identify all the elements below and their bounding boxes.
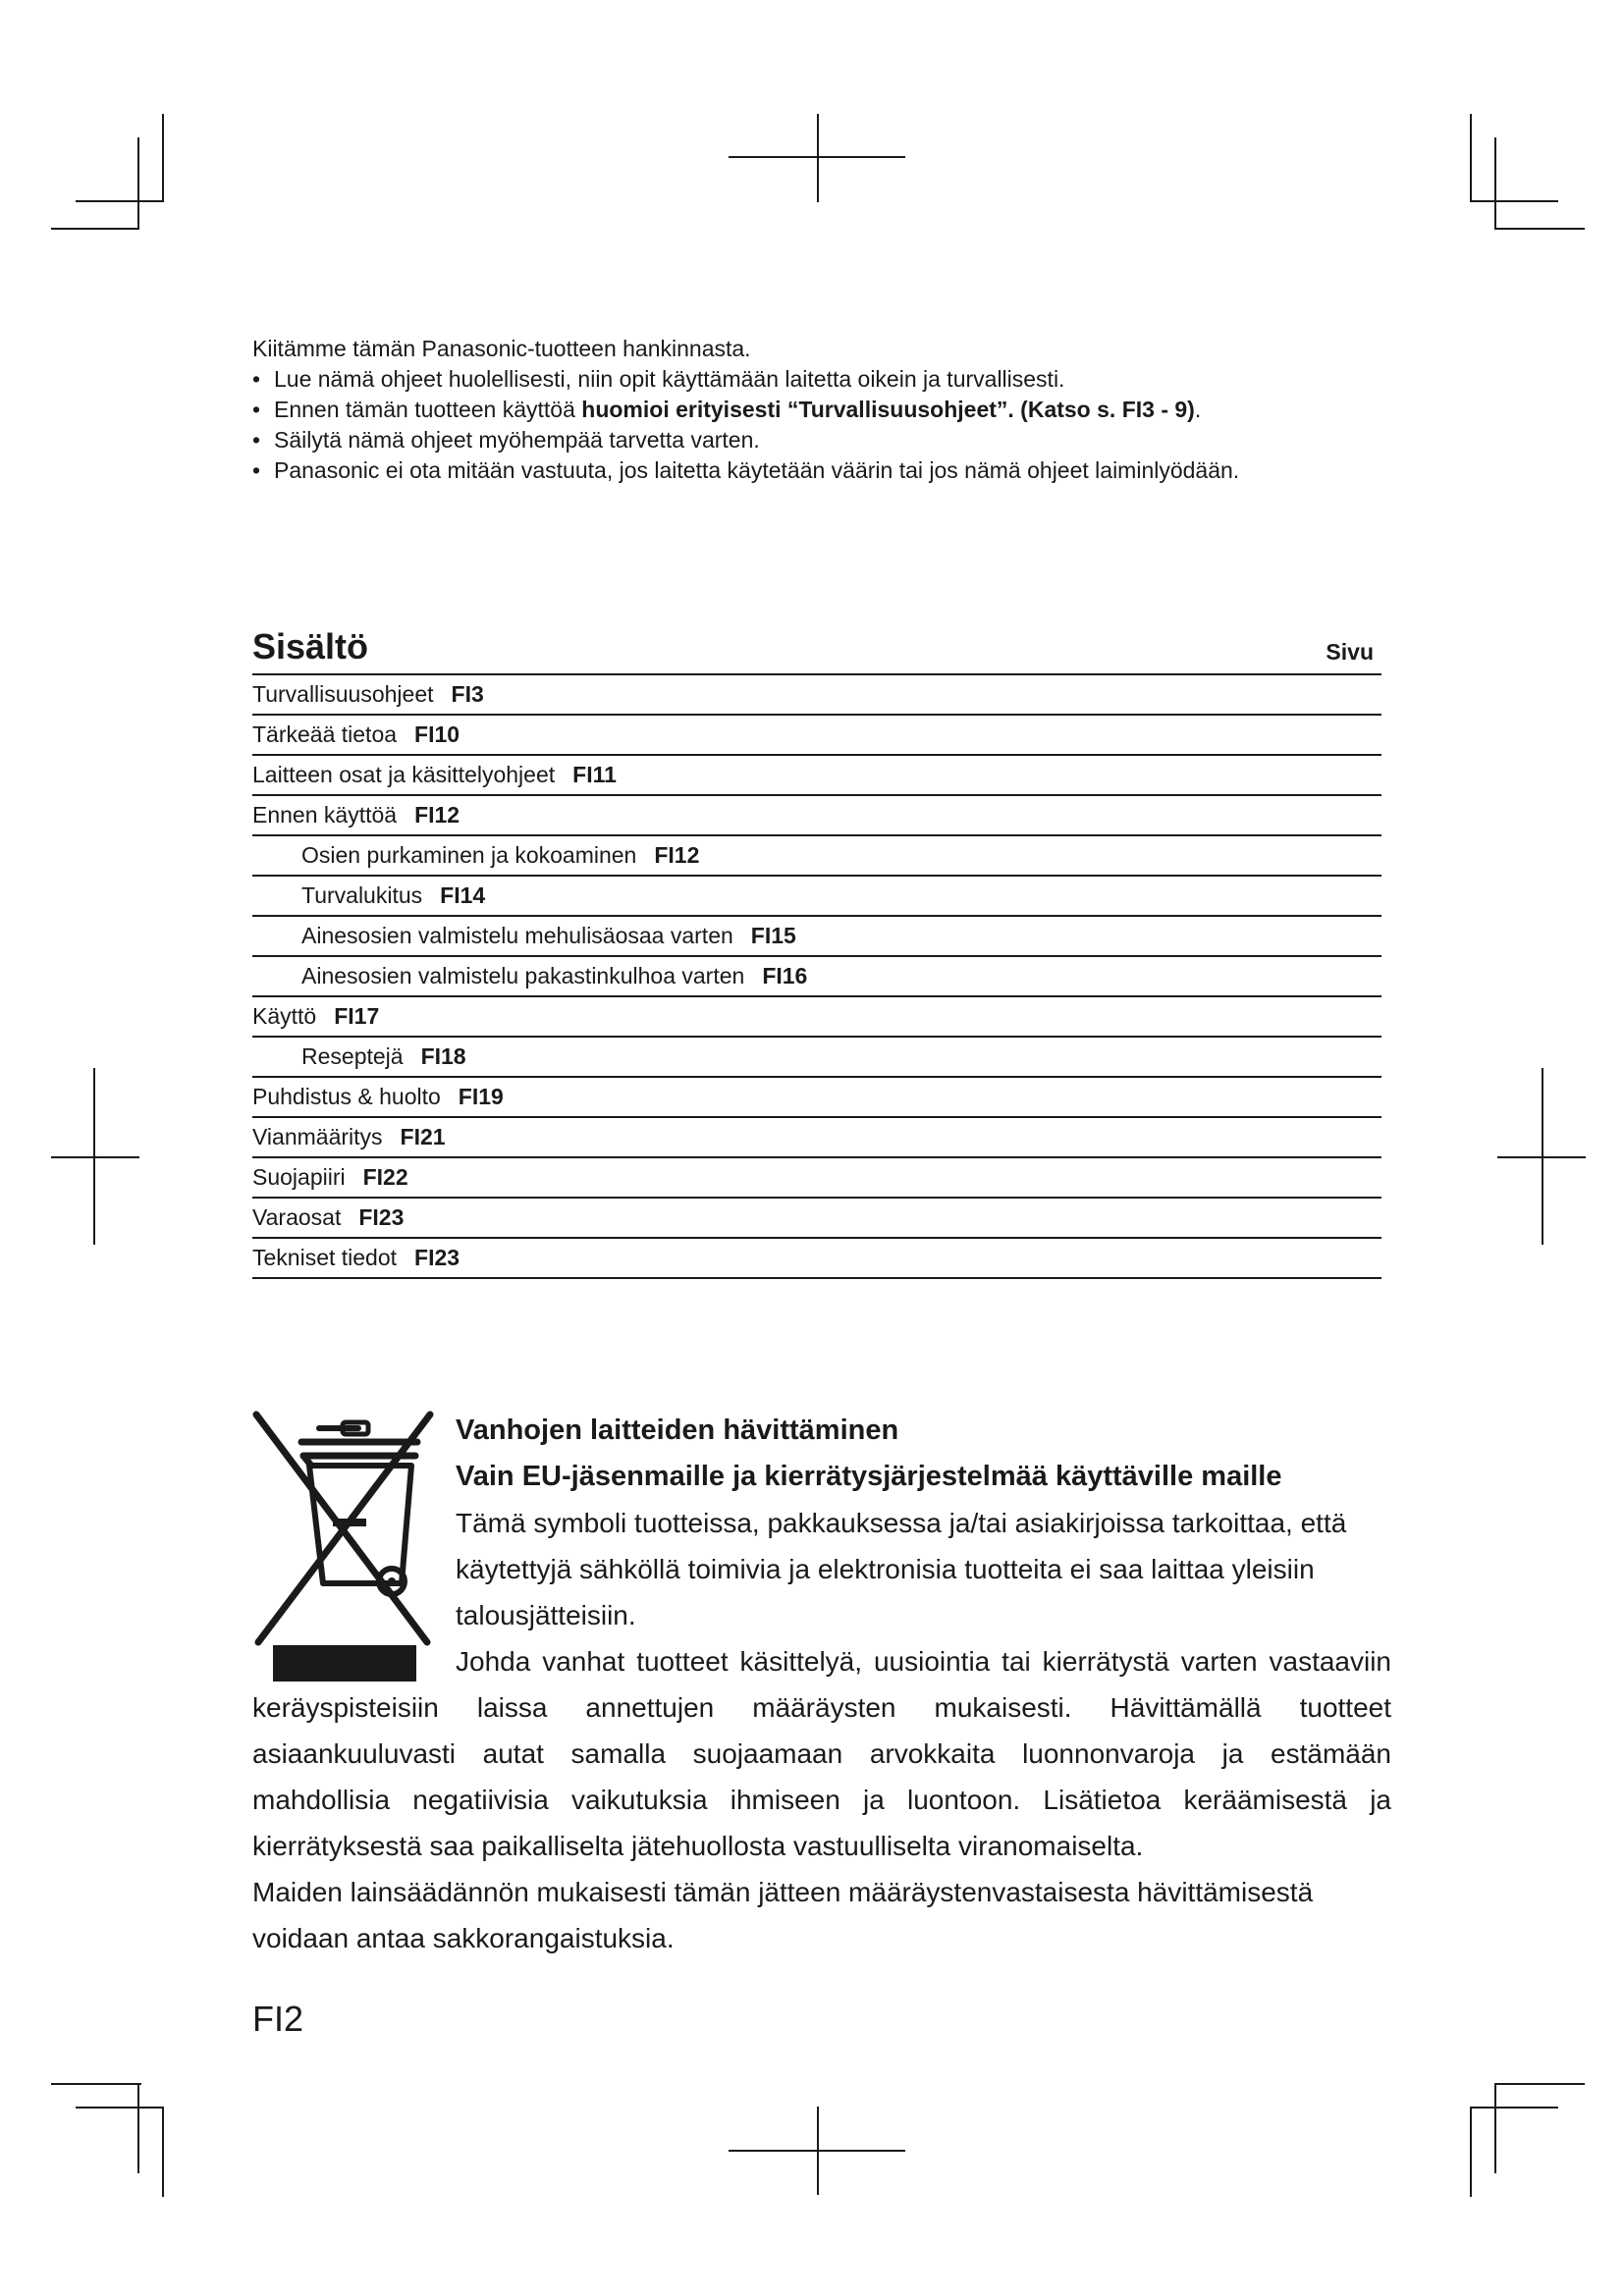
toc-subentry[interactable] [252,917,1381,957]
toc-page-column-label: Sivu [1326,639,1374,665]
toc-entry[interactable] [252,1118,1381,1158]
intro-bullet: • Säilytä nämä ohjeet myöhempää tarvetta varten. [252,425,1391,455]
toc-entry-label: Turvallisuusohjeet [252,681,434,707]
toc-subentry[interactable] [252,836,1381,877]
toc-entry-page: FI21 [400,1124,446,1149]
disposal-heading: Vanhojen laitteiden hävittäminen [456,1415,899,1446]
toc-entry-page: FI18 [420,1043,466,1069]
disposal-subheading: Vain EU-jäsenmaille ja kierrätysjärjestelmää käyttäville maille [456,1461,1282,1492]
toc-entry-page: FI3 [451,681,484,707]
toc-title: Sisältö [252,626,369,667]
toc-entry-page: FI23 [358,1204,405,1230]
toc-entry-label: Ainesosien valmistelu mehulisäosaa varten [301,923,733,948]
toc-subentry[interactable] [252,1038,1381,1078]
intro-thanks: Kiitämme tämän Panasonic-tuotteen hankinnasta. [252,336,751,361]
toc-entry-page: FI19 [458,1084,504,1109]
intro-bullet: • Panasonic ei ota mitään vastuuta, jos laitetta käytetään väärin tai jos nämä ohjeet laiminlyödään. [252,455,1391,486]
toc-entry[interactable] [252,1239,1381,1279]
intro-bullet-text: Ennen tämän tuotteen käyttöä [274,397,582,422]
toc-entry-page: FI22 [362,1164,408,1190]
toc-entry-label: Suojapiiri [252,1164,346,1190]
toc-entry-page: FI17 [334,1003,380,1029]
toc-entry-label: Osien purkaminen ja kokoaminen [301,842,637,868]
intro-bullet-emphasis: huomioi erityisesti “Turvallisuusohjeet”. (Katso s. FI3 - 9) [581,397,1195,422]
toc-entry-label: Puhdistus & huolto [252,1084,441,1109]
toc-entry[interactable] [252,675,1381,716]
intro-list [252,364,1391,486]
toc-entry-label: Ainesosien valmistelu pakastinkulhoa varten [301,963,745,988]
intro-section [252,334,1391,486]
intro-bullet-text: . [1194,397,1202,422]
toc-entry-label: Varaosat [252,1204,342,1230]
intro-bullet [252,395,1391,425]
intro-bullet: • Lue nämä ohjeet huolellisesti, niin opit käyttämään laitetta oikein ja turvallisesti. [252,364,1391,395]
toc-entry-label: Tekniset tiedot [252,1245,398,1270]
toc-entry[interactable] [252,997,1381,1038]
toc-entry-label: Turvalukitus [301,882,423,908]
toc-entry-page: FI23 [414,1245,460,1270]
disposal-paragraph: Tämä symboli tuotteissa, pakkauksessa ja/tai asiakirjoissa tarkoittaa, että käytettyjä sähköllä toimivia ja elektronisia tuotteita ei saa laittaa yleisiin talousjätteisiin. [456,1508,1347,1630]
toc-header [252,618,1381,675]
toc-entry[interactable] [252,796,1381,836]
toc-entry-label: Käyttö [252,1003,317,1029]
toc-entry-page: FI12 [414,802,460,828]
page-number: FI2 [252,1999,304,2039]
disposal-paragraph: Johda vanhat tuotteet käsittelyä, uusiointia tai kierrätystä varten vastaaviin keräyspisteisiin laissa annettujen määräysten mukaisesti. Hävittämällä tuotteet asiaankuuluvasti autat samalla suojaamaan arvokkaita luonnonvaroja ja estämään mahdollisia negatiivisia vaikutuksia ihmiseen ja luontoon. Lisätietoa keräämisestä ja kierrätyksestä saa paikalliselta jätehuollosta vastuulliselta viranomaiselta. [252,1646,1391,1861]
toc-entry-page: FI11 [572,762,617,787]
toc-entry-label: Reseptejä [301,1043,404,1069]
toc-entry-label: Vianmääritys [252,1124,383,1149]
toc-entry-page: FI14 [440,882,486,908]
crossed-out-wheelie-bin-icon [252,1409,434,1649]
toc-entry-label: Ennen käyttöä [252,802,398,828]
table-of-contents [252,618,1381,1279]
toc-entry-page: FI15 [750,923,796,948]
toc-entry-page: FI16 [762,963,808,988]
toc-entry-label: Laitteen osat ja käsittelyohjeet [252,762,556,787]
toc-entry-page: FI12 [654,842,700,868]
toc-entry[interactable] [252,1078,1381,1118]
toc-entry-label: Tärkeää tietoa [252,721,398,747]
toc-entry[interactable] [252,716,1381,756]
toc-subentry[interactable] [252,877,1381,917]
toc-entry[interactable] [252,756,1381,796]
disposal-paragraph: Maiden lainsäädännön mukaisesti tämän jätteen määräystenvastaisesta hävittämisestä voidaan antaa sakkorangaistuksia. [252,1877,1314,1953]
toc-entry[interactable] [252,1199,1381,1239]
toc-subentry[interactable] [252,957,1381,997]
toc-entry-page: FI10 [414,721,460,747]
toc-entry[interactable] [252,1158,1381,1199]
toc-list [252,675,1381,1279]
